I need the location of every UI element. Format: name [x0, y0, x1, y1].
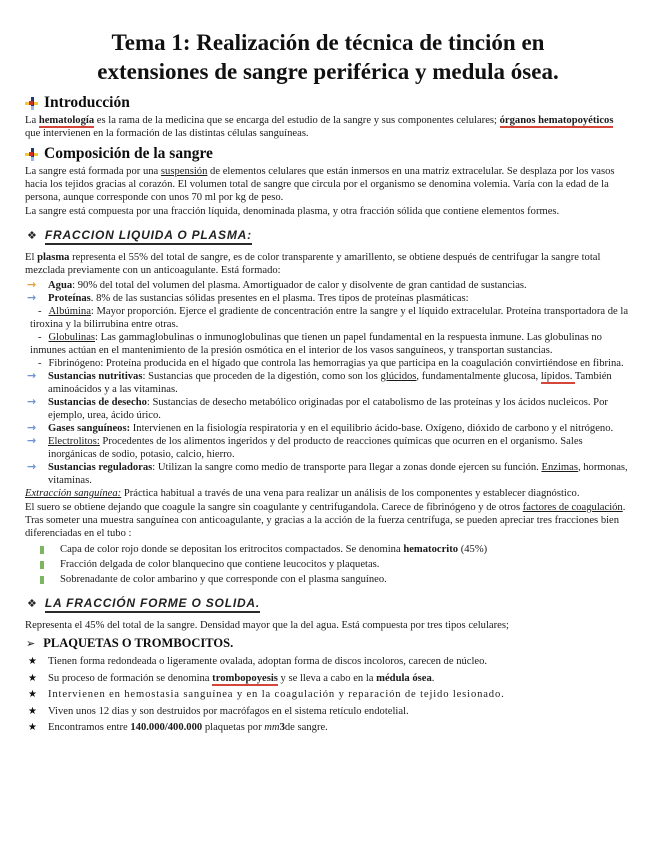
subheading-fraccion-solida [27, 596, 631, 613]
colored-plus-icon [25, 97, 38, 110]
list-item-sobrenadante [25, 573, 631, 586]
subheading-label: LA FRACCIÓN FORME O SOLIDA. [45, 596, 260, 613]
list-item-text: Sustancias reguladoras: Utilizan la sangre como medio de transporte para llegar a zonas donde ejercen su función. Enzimas, hormonas, vitaminas. [48, 462, 628, 486]
arrow-icon: → [27, 278, 37, 291]
plaquetas-heading [26, 636, 631, 651]
list-item-hemostasia [25, 688, 631, 701]
section-heading-introduccion [25, 94, 631, 112]
list-item-text: Tienen forma redondeada o ligeramente ovalada, adoptan forma de discos incoloros, carecen de núcleo. [48, 656, 488, 667]
list-item-text: Gases sanguíneos: Intervienen en la fisiología respiratoria y en el equilibrio ácido-base. Oxígeno, dióxido de carbono y el nitrógeno. [48, 423, 614, 434]
list-item-text: Capa de color rojo donde se depositan los eritrocitos compactados. Se denomina hematocrito (45%) [60, 544, 488, 555]
list-item-vida-media [25, 705, 631, 718]
dash-icon: - [38, 306, 42, 317]
list-item-proteinas [25, 292, 631, 305]
list-item-fibrinogeno [25, 357, 631, 370]
list-item-recuento [25, 721, 631, 734]
composicion-paragraph-2: La sangre está compuesta por una fracción líquida, denominada plasma, y otra fracción sólida que contiene elementos formes. [25, 206, 560, 217]
arrow-icon: → [27, 460, 37, 473]
list-item-text: Su proceso de formación se denomina trombopoyesis y se lleva a cabo en la médula ósea. [48, 672, 435, 684]
list-item-text: Electrolitos: Procedentes de los alimentos ingeridos y del producto de reacciones químicas que ocurren en el organismo. Sales inorgánicas de sodio, potasio, calcio, hierro. [48, 436, 583, 460]
dash-icon: - [38, 358, 42, 369]
list-item-text: Viven unos 12 dias y son destruidos por macrófagos en el sistema retículo endotelial. [48, 705, 409, 717]
title-line-2: extensiones de sangre periférica y medula ósea. [97, 59, 559, 84]
subheading-label: FRACCION LIQUIDA O PLASMA: [45, 228, 252, 245]
list-item-agua [25, 279, 631, 292]
title-line-1: Tema 1: Realización de técnica de tinción en [111, 30, 545, 55]
subheading-fraccion-liquida [27, 228, 631, 245]
plasma-intro-paragraph: El plasma representa el 55% del total de sangre, es de color transparente y amarillento, se obtiene después de centrifugar la sangre total mezclada previamente con un anticoagulante. Está formado: [25, 252, 601, 276]
colored-plus-icon [25, 148, 38, 161]
diamond-icon: ❖ [27, 597, 37, 610]
list-item-text: Sustancias de desecho: Sustancias de desecho metabólico originadas por el catabolismo de las proteínas y los ácidos nucleicos. Por ejemplo, urea, ácido úrico. [48, 397, 608, 421]
green-square-icon [40, 561, 44, 569]
star-icon: ★ [28, 689, 37, 700]
list-item-text: Fracción delgada de color blanquecino que contiene leucocitos y plaquetas. [60, 559, 380, 570]
arrow-icon: → [27, 369, 37, 382]
list-item-albumina [25, 305, 631, 331]
green-square-icon [40, 576, 44, 584]
composicion-paragraph-1: La sangre está formada por una suspensión de elementos celulares que están inmersos en una matriz extracelular. Se desplaza por los vasos hacia los tejidos gracias al corazón. El volumen total de sangre que circula por el organismo se denomina volemia. Varía con la edad de la persona, aunque corresponde con unos 70 ml por kg de peso. [25, 166, 615, 203]
tube-fractions-list [25, 543, 631, 586]
list-item-fraccion-blanquecina [25, 558, 631, 571]
dash-icon: - [38, 332, 42, 343]
section-heading-label: Composición de la sangre [44, 145, 213, 162]
list-item-text: Albúmina: Mayor proporción. Ejerce el gradiente de concentración entre la sangre y el líquido extracelular. Proteína transportadora de la tiroxina y la bilirrubina entre otras. [30, 306, 629, 330]
section-heading-composicion [25, 145, 631, 163]
arrow-icon: → [27, 434, 37, 447]
solida-paragraph: Representa el 45% del total de la sangre. Densidad mayor que la del agua. Está compuesta por tres tipos celulares; [25, 620, 509, 631]
star-icon: ★ [28, 705, 37, 717]
list-item-text: Proteínas. 8% de las sustancias sólidas presentes en el plasma. Tres tipos de proteínas plasmáticas: [48, 293, 469, 304]
plaquetas-heading-label: PLAQUETAS O TROMBOCITOS. [43, 636, 234, 650]
section-heading-label: Introducción [44, 94, 130, 111]
star-icon: ★ [28, 656, 37, 667]
star-icon: ★ [28, 672, 37, 684]
list-item-capa-roja [25, 543, 631, 556]
list-item-text: Sobrenadante de color ambarino y que corresponde con el plasma sanguíneo. [60, 574, 387, 585]
plasma-components-list [25, 279, 631, 487]
plaquetas-list [25, 655, 631, 734]
arrow-icon: → [27, 395, 37, 408]
list-item-gases-sanguineos [25, 422, 631, 435]
list-item-text: Intervienen en hemostasia sanguínea y en la coagulación y reparación de tejido lesionado. [48, 689, 505, 700]
list-item-text: Agua: 90% del total del volumen del plasma. Amortiguador de calor y disolvente de gran cantidad de sustancias. [48, 280, 527, 291]
extraccion-paragraph: Extracción sanguínea: Práctica habitual a través de una vena para realizar un análisis de los componentes y establecer diagnóstico. [25, 488, 580, 499]
intro-paragraph: La hematología es la rama de la medicina que se encarga del estudio de la sangre y sus componentes celulares; órganos hematopoyéticos que intervienen en la formación de las distintas células sanguíneas. [25, 115, 614, 139]
list-item-text: Sustancias nutritivas: Sustancias que proceden de la digestión, como son los glúcidos, fundamentalmente glucosa, lípidos. También aminoácidos y a las vitaminas. [48, 371, 612, 395]
chevron-icon: ➢ [26, 637, 36, 650]
arrow-icon: → [27, 291, 37, 304]
list-item-electrolitos [25, 435, 631, 461]
list-item-text: Globulinas: Las gammaglobulinas o inmunoglobulinas que tienen un papel fundamental en la respuesta inmune. Las globulinas no inmunes actúan en el mantenimiento de la presión osmótica en el interior de los vasos sanguíneos, y transportan sustancias. [30, 332, 602, 356]
arrow-icon: → [27, 421, 37, 434]
star-icon: ★ [28, 722, 37, 733]
list-item-forma [25, 655, 631, 668]
green-square-icon [40, 546, 44, 554]
list-item-text: Encontramos entre 140.000/400.000 plaquetas por mm3de sangre. [48, 722, 328, 733]
document-title [25, 28, 631, 86]
list-item-globulinas [25, 331, 631, 357]
suero-paragraph: El suero se obtiene dejando que coagule la sangre sin coagulante y centrifugandola. Carece de fibrinógeno y de otros factores de coagulación. Tras someter una muestra sanguínea con anticoagulante, y gracias a la acción de la fuerza centrífuga, se pueden apreciar tres fracciones bien diferenciadas en el tubo : [25, 502, 626, 539]
diamond-icon: ❖ [27, 229, 37, 242]
list-item-sustancias-reguladoras [25, 461, 631, 487]
list-item-sustancias-nutritivas [25, 370, 631, 396]
list-item-text: Fibrinógeno: Proteína producida en el hígado que controla las hemorragias ya que participa en la coagulación convirtiéndose en fibrina. [48, 358, 624, 369]
list-item-trombopoyesis [25, 672, 631, 685]
list-item-sustancias-desecho [25, 396, 631, 422]
